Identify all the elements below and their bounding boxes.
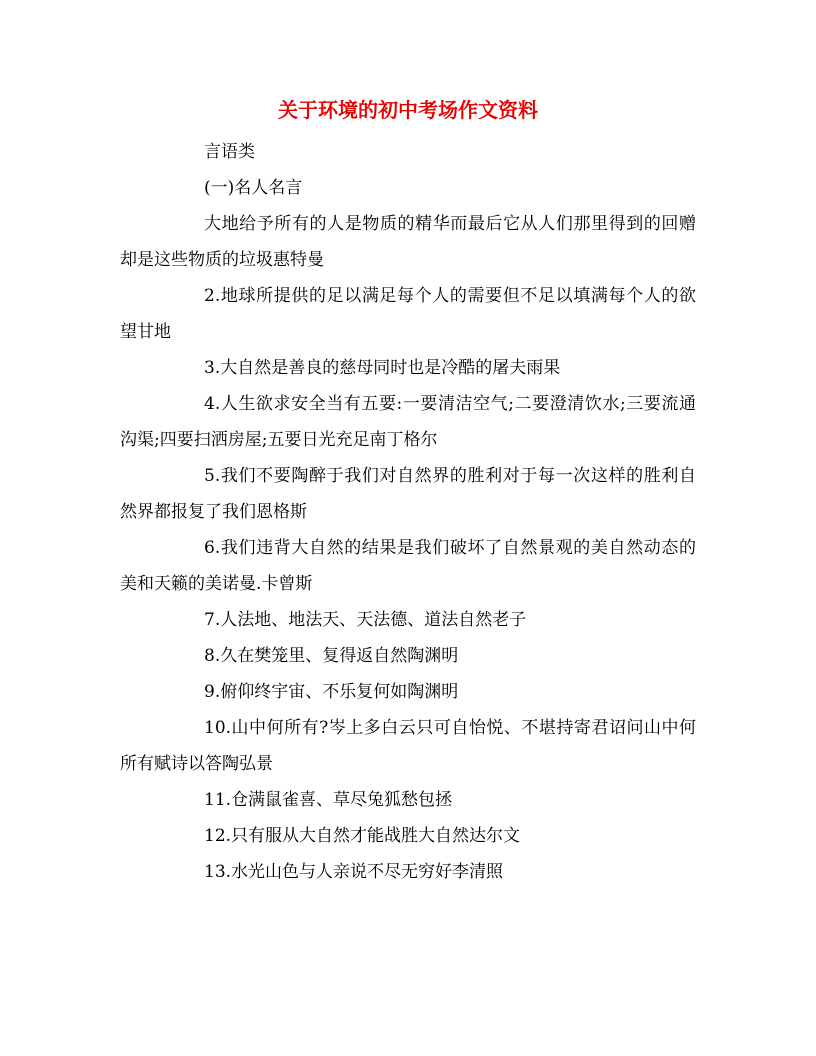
quote-paragraph-7: 7.人法地、地法天、天法德、道法自然老子 xyxy=(204,610,527,630)
quote-paragraph-2: 2.地球所提供的足以满足每个人的需要但不足以填满每个人的欲望甘地 xyxy=(120,286,696,342)
quote-paragraph-1: 大地给予所有的人是物质的精华而最后它从人们那里得到的回赠却是这些物质的垃圾惠特曼 xyxy=(120,214,696,270)
document-title: 关于环境的初中考场作文资料 xyxy=(278,98,538,122)
quote-paragraph-8: 8.久在樊笼里、复得返自然陶渊明 xyxy=(204,646,459,666)
quote-paragraph-12: 12.只有服从大自然才能战胜大自然达尔文 xyxy=(204,826,521,846)
quote-paragraph-13: 13.水光山色与人亲说不尽无穷好李清照 xyxy=(204,862,504,882)
quote-paragraph-10: 10.山中何所有?岑上多白云只可自怡悦、不堪持寄君诏问山中何所有赋诗以答陶弘景 xyxy=(120,718,696,774)
quote-paragraph-11: 11.仓满鼠雀喜、草尽兔狐愁包拯 xyxy=(204,790,453,810)
quote-paragraph-9: 9.俯仰终宇宙、不乐复何如陶渊明 xyxy=(204,682,459,702)
quote-paragraph-5: 5.我们不要陶醉于我们对自然界的胜利对于每一次这样的胜利自然界都报复了我们恩格斯 xyxy=(120,466,696,522)
section-heading-language: 言语类 xyxy=(204,142,255,162)
quote-paragraph-6: 6.我们违背大自然的结果是我们破坏了自然景观的美自然动态的美和天籁的美诺曼.卡曾斯 xyxy=(120,538,696,594)
quote-paragraph-3: 3.大自然是善良的慈母同时也是冷酷的屠夫雨果 xyxy=(204,358,561,378)
quote-paragraph-4: 4.人生欲求安全当有五要:一要清洁空气;二要澄清饮水;三要流通沟渠;四要扫洒房屋;五要日光充足南丁格尔 xyxy=(120,394,696,450)
subsection-heading-quotes: (一)名人名言 xyxy=(204,178,303,198)
document-body xyxy=(120,134,696,890)
